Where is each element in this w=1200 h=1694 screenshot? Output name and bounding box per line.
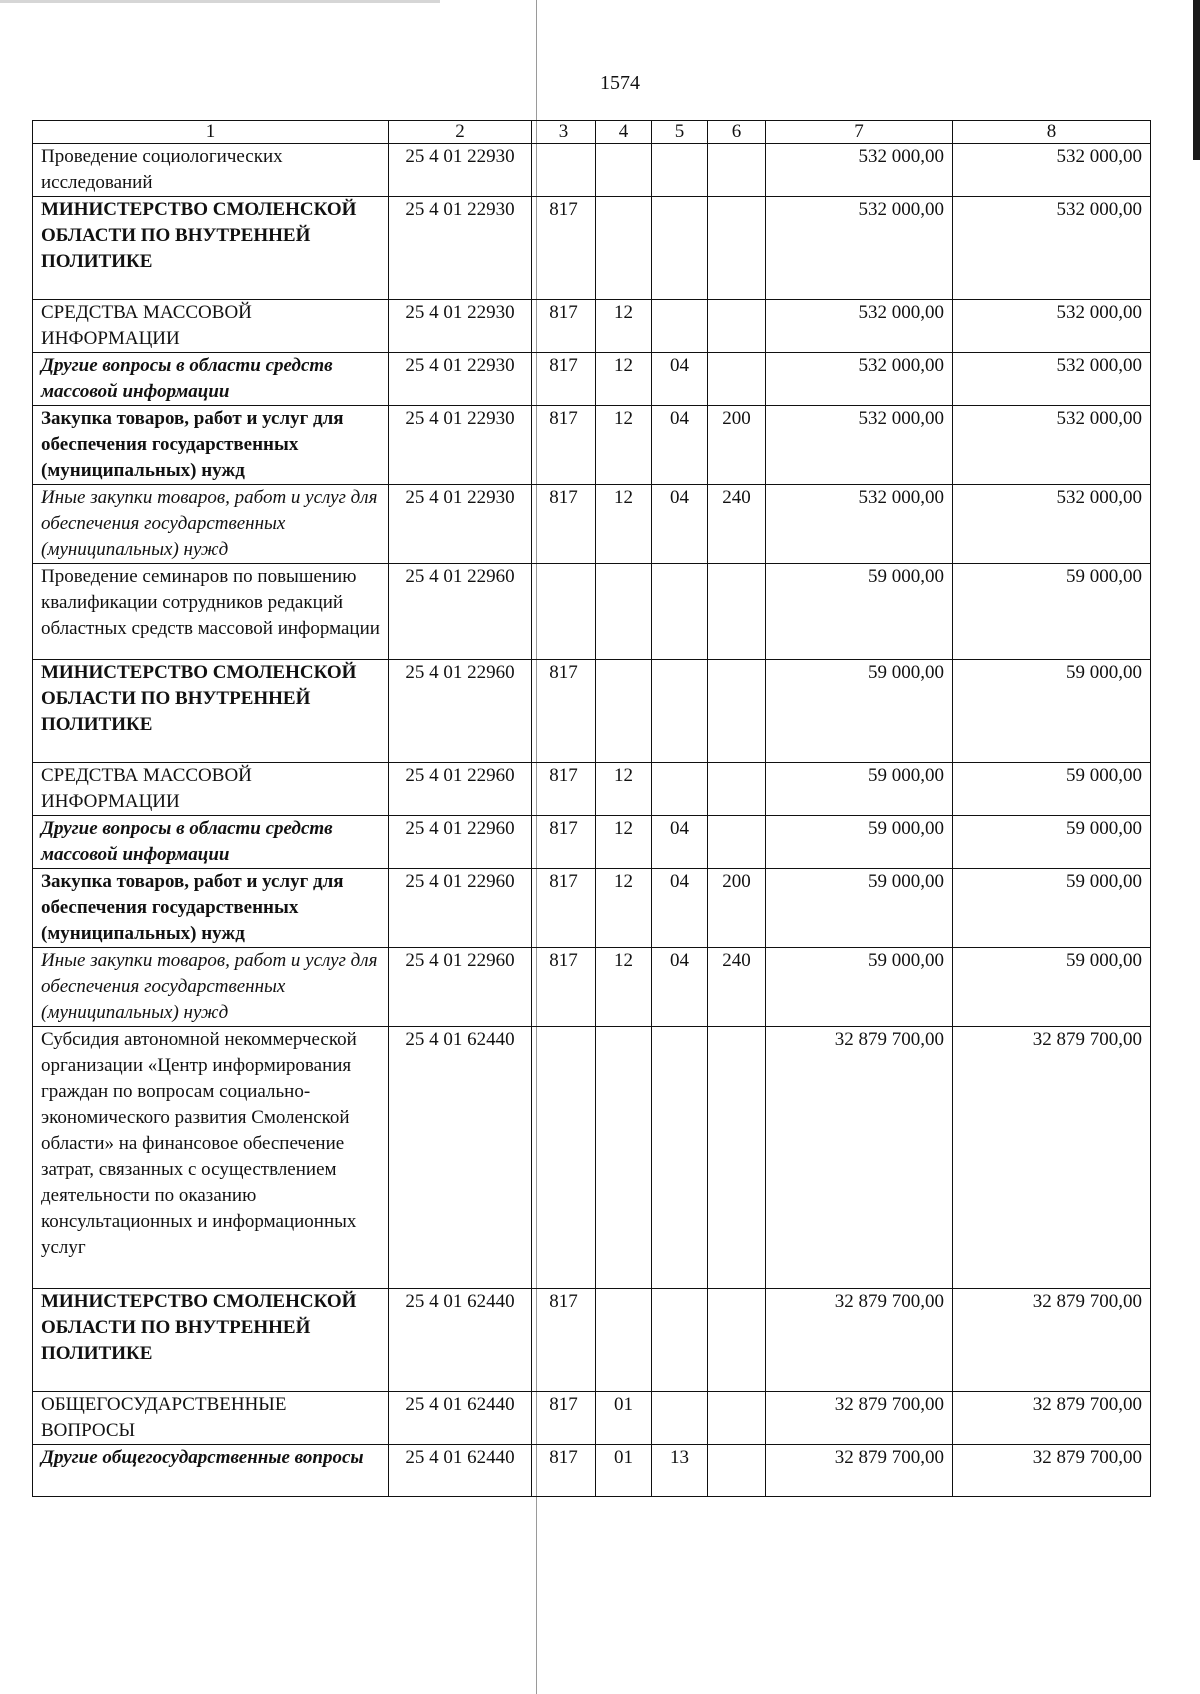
section-cell: 12 bbox=[596, 485, 652, 564]
table-row bbox=[33, 144, 1151, 197]
column-header: 7 bbox=[766, 121, 953, 144]
target-code-cell: 25 4 01 22930 bbox=[389, 197, 532, 300]
grbs-cell: 817 bbox=[532, 197, 596, 300]
expense-type-cell: 240 bbox=[708, 485, 766, 564]
amount-cell-year1: 59 000,00 bbox=[766, 564, 953, 660]
amount-cell-year1: 59 000,00 bbox=[766, 763, 953, 816]
amount-cell-year2: 532 000,00 bbox=[953, 144, 1151, 197]
target-code-cell: 25 4 01 62440 bbox=[389, 1289, 532, 1392]
column-header: 6 bbox=[708, 121, 766, 144]
expense-type-cell: 200 bbox=[708, 869, 766, 948]
target-code-cell: 25 4 01 22930 bbox=[389, 485, 532, 564]
grbs-cell: 817 bbox=[532, 300, 596, 353]
amount-cell-year2: 59 000,00 bbox=[953, 869, 1151, 948]
target-code-cell: 25 4 01 22930 bbox=[389, 300, 532, 353]
table-row bbox=[33, 660, 1151, 763]
scan-right-edge bbox=[1193, 0, 1200, 160]
target-code-cell: 25 4 01 62440 bbox=[389, 1027, 532, 1289]
subsection-cell bbox=[652, 1392, 708, 1445]
section-cell: 12 bbox=[596, 763, 652, 816]
grbs-cell bbox=[532, 564, 596, 660]
expense-type-cell bbox=[708, 300, 766, 353]
amount-cell-year1: 532 000,00 bbox=[766, 353, 953, 406]
target-code-cell: 25 4 01 22930 bbox=[389, 144, 532, 197]
amount-cell-year2: 59 000,00 bbox=[953, 948, 1151, 1027]
page-number: 1574 bbox=[600, 72, 640, 94]
target-code-cell: 25 4 01 22960 bbox=[389, 816, 532, 869]
table-body bbox=[33, 144, 1151, 1497]
subsection-cell: 13 bbox=[652, 1445, 708, 1497]
row-name-cell: Проведение семинаров по повышению квалификации сотрудников редакций областных средств массовой информации bbox=[33, 564, 389, 660]
grbs-cell: 817 bbox=[532, 869, 596, 948]
amount-cell-year2: 532 000,00 bbox=[953, 353, 1151, 406]
subsection-cell bbox=[652, 1289, 708, 1392]
grbs-cell: 817 bbox=[532, 485, 596, 564]
expense-type-cell bbox=[708, 763, 766, 816]
subsection-cell: 04 bbox=[652, 948, 708, 1027]
subsection-cell bbox=[652, 197, 708, 300]
row-name-cell: Иные закупки товаров, работ и услуг для обеспечения государственных (муниципальных) нужд bbox=[33, 948, 389, 1027]
grbs-cell: 817 bbox=[532, 1392, 596, 1445]
amount-cell-year1: 532 000,00 bbox=[766, 197, 953, 300]
amount-cell-year2: 59 000,00 bbox=[953, 660, 1151, 763]
section-cell: 12 bbox=[596, 406, 652, 485]
section-cell: 12 bbox=[596, 869, 652, 948]
amount-cell-year1: 32 879 700,00 bbox=[766, 1445, 953, 1497]
table-row bbox=[33, 816, 1151, 869]
grbs-cell: 817 bbox=[532, 1289, 596, 1392]
section-cell: 12 bbox=[596, 816, 652, 869]
target-code-cell: 25 4 01 22960 bbox=[389, 763, 532, 816]
section-cell: 12 bbox=[596, 948, 652, 1027]
amount-cell-year2: 532 000,00 bbox=[953, 406, 1151, 485]
amount-cell-year1: 59 000,00 bbox=[766, 948, 953, 1027]
section-cell bbox=[596, 197, 652, 300]
expense-type-cell: 200 bbox=[708, 406, 766, 485]
row-name-cell: Проведение социологических исследований bbox=[33, 144, 389, 197]
section-cell bbox=[596, 660, 652, 763]
row-name-cell: МИНИСТЕРСТВО СМОЛЕНСКОЙ ОБЛАСТИ ПО ВНУТРЕННЕЙ ПОЛИТИКЕ bbox=[33, 1289, 389, 1392]
budget-table bbox=[32, 120, 1151, 1497]
table-row bbox=[33, 300, 1151, 353]
amount-cell-year1: 532 000,00 bbox=[766, 144, 953, 197]
target-code-cell: 25 4 01 22930 bbox=[389, 353, 532, 406]
column-header: 2 bbox=[389, 121, 532, 144]
row-name-cell: Другие общегосударственные вопросы bbox=[33, 1445, 389, 1497]
grbs-cell: 817 bbox=[532, 948, 596, 1027]
table-row bbox=[33, 1392, 1151, 1445]
header-row bbox=[33, 121, 1151, 144]
subsection-cell bbox=[652, 660, 708, 763]
row-name-cell: Другие вопросы в области средств массовой информации bbox=[33, 353, 389, 406]
grbs-cell bbox=[532, 1027, 596, 1289]
amount-cell-year1: 32 879 700,00 bbox=[766, 1289, 953, 1392]
row-name-cell: СРЕДСТВА МАССОВОЙ ИНФОРМАЦИИ bbox=[33, 300, 389, 353]
expense-type-cell bbox=[708, 1027, 766, 1289]
row-name-cell: Иные закупки товаров, работ и услуг для обеспечения государственных (муниципальных) нужд bbox=[33, 485, 389, 564]
amount-cell-year2: 532 000,00 bbox=[953, 485, 1151, 564]
amount-cell-year2: 59 000,00 bbox=[953, 763, 1151, 816]
expense-type-cell bbox=[708, 1392, 766, 1445]
table-row bbox=[33, 197, 1151, 300]
amount-cell-year2: 59 000,00 bbox=[953, 564, 1151, 660]
section-cell: 01 bbox=[596, 1445, 652, 1497]
table-row bbox=[33, 353, 1151, 406]
amount-cell-year2: 59 000,00 bbox=[953, 816, 1151, 869]
row-name-cell: Субсидия автономной некоммерческой организации «Центр информирования граждан по вопросам социально-экономического развития Смоленской области» на финансовое обеспечение затрат, связанных с осуществлением деятельности по оказанию консультационных и информационных услуг bbox=[33, 1027, 389, 1289]
row-name-cell: Другие вопросы в области средств массовой информации bbox=[33, 816, 389, 869]
amount-cell-year2: 532 000,00 bbox=[953, 197, 1151, 300]
amount-cell-year1: 32 879 700,00 bbox=[766, 1027, 953, 1289]
grbs-cell: 817 bbox=[532, 763, 596, 816]
row-name-cell: СРЕДСТВА МАССОВОЙ ИНФОРМАЦИИ bbox=[33, 763, 389, 816]
subsection-cell bbox=[652, 564, 708, 660]
table-row bbox=[33, 406, 1151, 485]
expense-type-cell bbox=[708, 1289, 766, 1392]
expense-type-cell bbox=[708, 1445, 766, 1497]
amount-cell-year1: 59 000,00 bbox=[766, 869, 953, 948]
subsection-cell: 04 bbox=[652, 406, 708, 485]
target-code-cell: 25 4 01 62440 bbox=[389, 1445, 532, 1497]
column-header: 1 bbox=[33, 121, 389, 144]
section-cell bbox=[596, 564, 652, 660]
target-code-cell: 25 4 01 22960 bbox=[389, 660, 532, 763]
expense-type-cell bbox=[708, 197, 766, 300]
column-header: 3 bbox=[532, 121, 596, 144]
target-code-cell: 25 4 01 22930 bbox=[389, 406, 532, 485]
expense-type-cell bbox=[708, 144, 766, 197]
expense-type-cell bbox=[708, 353, 766, 406]
row-name-cell: Закупка товаров, работ и услуг для обеспечения государственных (муниципальных) нужд bbox=[33, 406, 389, 485]
section-cell: 01 bbox=[596, 1392, 652, 1445]
target-code-cell: 25 4 01 22960 bbox=[389, 869, 532, 948]
amount-cell-year2: 32 879 700,00 bbox=[953, 1027, 1151, 1289]
grbs-cell: 817 bbox=[532, 406, 596, 485]
target-code-cell: 25 4 01 22960 bbox=[389, 564, 532, 660]
subsection-cell: 04 bbox=[652, 816, 708, 869]
grbs-cell: 817 bbox=[532, 660, 596, 763]
table-row bbox=[33, 948, 1151, 1027]
amount-cell-year2: 32 879 700,00 bbox=[953, 1289, 1151, 1392]
amount-cell-year1: 59 000,00 bbox=[766, 660, 953, 763]
amount-cell-year2: 532 000,00 bbox=[953, 300, 1151, 353]
subsection-cell bbox=[652, 300, 708, 353]
table-row bbox=[33, 763, 1151, 816]
row-name-cell: МИНИСТЕРСТВО СМОЛЕНСКОЙ ОБЛАСТИ ПО ВНУТРЕННЕЙ ПОЛИТИКЕ bbox=[33, 660, 389, 763]
amount-cell-year1: 532 000,00 bbox=[766, 300, 953, 353]
table-row bbox=[33, 1445, 1151, 1497]
table-row bbox=[33, 564, 1151, 660]
section-cell: 12 bbox=[596, 300, 652, 353]
amount-cell-year2: 32 879 700,00 bbox=[953, 1392, 1151, 1445]
column-header: 4 bbox=[596, 121, 652, 144]
amount-cell-year1: 32 879 700,00 bbox=[766, 1392, 953, 1445]
section-cell bbox=[596, 1289, 652, 1392]
grbs-cell: 817 bbox=[532, 816, 596, 869]
section-cell bbox=[596, 144, 652, 197]
row-name-cell: ОБЩЕГОСУДАРСТВЕННЫЕ ВОПРОСЫ bbox=[33, 1392, 389, 1445]
grbs-cell: 817 bbox=[532, 353, 596, 406]
grbs-cell: 817 bbox=[532, 1445, 596, 1497]
amount-cell-year1: 532 000,00 bbox=[766, 406, 953, 485]
scan-top-edge bbox=[0, 0, 440, 3]
amount-cell-year1: 59 000,00 bbox=[766, 816, 953, 869]
grbs-cell bbox=[532, 144, 596, 197]
expense-type-cell bbox=[708, 564, 766, 660]
expense-type-cell bbox=[708, 660, 766, 763]
target-code-cell: 25 4 01 22960 bbox=[389, 948, 532, 1027]
row-name-cell: Закупка товаров, работ и услуг для обеспечения государственных (муниципальных) нужд bbox=[33, 869, 389, 948]
column-header: 8 bbox=[953, 121, 1151, 144]
section-cell bbox=[596, 1027, 652, 1289]
target-code-cell: 25 4 01 62440 bbox=[389, 1392, 532, 1445]
expense-type-cell bbox=[708, 816, 766, 869]
table-row bbox=[33, 1027, 1151, 1289]
amount-cell-year1: 532 000,00 bbox=[766, 485, 953, 564]
row-name-cell: МИНИСТЕРСТВО СМОЛЕНСКОЙ ОБЛАСТИ ПО ВНУТРЕННЕЙ ПОЛИТИКЕ bbox=[33, 197, 389, 300]
subsection-cell bbox=[652, 1027, 708, 1289]
table-row bbox=[33, 485, 1151, 564]
section-cell: 12 bbox=[596, 353, 652, 406]
table-row bbox=[33, 869, 1151, 948]
subsection-cell bbox=[652, 763, 708, 816]
subsection-cell bbox=[652, 144, 708, 197]
table-row bbox=[33, 1289, 1151, 1392]
expense-type-cell: 240 bbox=[708, 948, 766, 1027]
subsection-cell: 04 bbox=[652, 353, 708, 406]
subsection-cell: 04 bbox=[652, 485, 708, 564]
subsection-cell: 04 bbox=[652, 869, 708, 948]
amount-cell-year2: 32 879 700,00 bbox=[953, 1445, 1151, 1497]
column-header: 5 bbox=[652, 121, 708, 144]
